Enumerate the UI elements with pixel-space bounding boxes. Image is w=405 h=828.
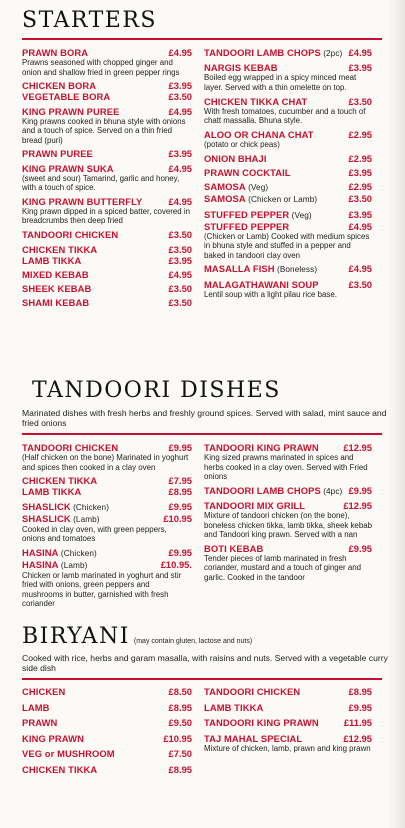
menu-item-price: £8.95 — [168, 763, 192, 775]
menu-item-title: LAMB — [22, 701, 50, 713]
menu-item — [204, 543, 372, 583]
menu-item-row — [22, 442, 192, 453]
menu-item-name — [22, 297, 89, 308]
menu-item-title: PRAWN PUREE — [22, 148, 93, 160]
menu-item-price: £9.95 — [168, 546, 192, 558]
menu-item-row — [22, 269, 192, 280]
menu-item-row — [204, 62, 372, 73]
menu-item — [22, 297, 192, 308]
menu-item-price: £3.50 — [168, 243, 192, 255]
menu-item — [22, 196, 192, 226]
menu-item-price: £9.95 — [348, 701, 372, 713]
menu-item-name — [22, 702, 49, 713]
menu-item — [22, 733, 192, 744]
menu-item-variant: (Boneless) — [274, 265, 318, 275]
tandoori-title: TANDOORI DISHES — [32, 378, 281, 403]
starters-rule — [22, 38, 382, 40]
menu-item-row — [204, 221, 372, 232]
menu-item-price: £4.95 — [168, 195, 192, 207]
menu-item-description: (potato or chick peas) — [204, 139, 280, 149]
menu-item-price: £3.95 — [348, 208, 372, 220]
menu-item-price: £10.95 — [163, 512, 192, 524]
menu-item-title: CHICKEN TIKKA — [22, 763, 98, 775]
menu-item-title: CHICKEN TIKKA — [22, 475, 98, 487]
menu-item — [22, 283, 192, 294]
menu-item-description: Prawns seasoned with chopped ginger and onion and shallow fried in green pepper rings — [22, 58, 180, 77]
menu-item-title: SHASLICK — [22, 500, 71, 512]
biryani-right-column — [204, 686, 372, 758]
menu-item — [204, 500, 372, 540]
menu-item-variant: (Veg) — [245, 183, 269, 193]
biryani-rule — [22, 678, 382, 680]
menu-item-row — [22, 764, 192, 775]
menu-item-row — [22, 486, 192, 497]
menu-item-title: KING PRAWN PUREE — [22, 105, 120, 117]
menu-item-price: £12.95 — [343, 732, 372, 744]
menu-item-title: HASINA — [22, 558, 59, 570]
menu-item-title: SAMOSA — [204, 193, 246, 205]
menu-item-name — [204, 47, 342, 59]
menu-item — [22, 702, 192, 713]
menu-item — [22, 269, 192, 280]
menu-item-name — [204, 442, 319, 453]
menu-item-name — [204, 263, 317, 275]
menu-item-row — [204, 193, 372, 205]
menu-item — [22, 442, 192, 472]
menu-item — [22, 501, 192, 513]
menu-item-name — [22, 163, 114, 174]
menu-item-price: £3.95 — [168, 254, 192, 266]
menu-item-title: TANDOORI LAMB CHOPS — [204, 484, 321, 496]
menu-item-price: £4.95 — [348, 47, 372, 58]
menu-item-title: CHICKEN — [22, 686, 66, 697]
menu-item-name — [22, 547, 97, 559]
menu-item — [204, 181, 372, 193]
menu-item-title: TANDOORI CHICKEN — [204, 686, 301, 697]
menu-item-row — [204, 485, 372, 497]
menu-item-name — [22, 229, 118, 240]
menu-item-price: £3.50 — [168, 91, 192, 103]
tandoori-right-column — [204, 442, 372, 586]
menu-item-title: SHEEK KEBAB — [22, 283, 92, 295]
menu-item-description: Tender pieces of lamb marinated in fresh coriander, mustard and a touch of ginger and garlic. Cooked in the tandoor — [204, 553, 362, 582]
menu-item — [204, 62, 372, 92]
menu-item-row — [204, 181, 372, 193]
menu-item — [22, 106, 192, 146]
menu-item-variant: (Lamb) — [70, 514, 100, 524]
tandoori-left-column — [22, 442, 192, 612]
menu-item-price: £11.95 — [343, 717, 372, 729]
menu-item-name — [22, 733, 84, 744]
menu-item-name — [22, 196, 142, 207]
menu-item — [22, 255, 192, 266]
menu-item-name — [22, 486, 81, 497]
menu-item-price: £7.95 — [168, 475, 192, 487]
menu-item — [204, 96, 372, 126]
menu-item-name — [22, 91, 110, 102]
menu-item-description: With fresh tomatoes, cucumber and a touch of chatt massalla. Bhuna style. — [204, 106, 366, 126]
menu-item-description: King prawn dipped in a spiced batter, covered in breadcrumbs then deep fried — [22, 206, 191, 226]
biryani-title: BIRYANI — [22, 624, 130, 649]
menu-item-title: TANDOORI CHICKEN — [22, 442, 119, 453]
starters-title: STARTERS — [22, 8, 157, 33]
menu-item-name — [204, 500, 305, 511]
menu-item-name — [22, 475, 97, 486]
menu-item-row — [22, 733, 192, 744]
menu-item — [204, 47, 372, 59]
menu-item-variant: (4pc) — [320, 486, 343, 496]
menu-item-name — [22, 717, 57, 728]
menu-item — [22, 686, 192, 697]
menu-item-description: Cooked in clay oven, with green peppers, onions and tomatoes — [22, 524, 167, 544]
menu-item — [204, 702, 372, 713]
menu-item-name — [22, 269, 89, 280]
menu-item-price: £8.95 — [348, 686, 372, 697]
menu-item-row — [22, 559, 192, 571]
menu-item-title: KING PRAWN SUKA — [22, 162, 114, 174]
menu-item-title: CHICKEN TIKKA — [22, 243, 98, 255]
menu-item — [204, 167, 372, 178]
menu-item-name — [204, 153, 267, 164]
menu-item-name — [204, 221, 289, 232]
menu-item-title: ONION BHAJI — [204, 152, 267, 164]
menu-item — [22, 513, 192, 544]
menu-item-price: £9.50 — [168, 717, 192, 729]
menu-item-price: £3.95 — [348, 166, 372, 178]
starters-right-column — [204, 47, 372, 302]
menu-item-title: PRAWN COCKTAIL — [204, 166, 291, 178]
menu-item-row — [204, 96, 372, 107]
menu-item-name — [204, 702, 263, 713]
menu-item-name — [22, 255, 81, 266]
menu-item-name — [204, 167, 291, 178]
menu-item-name — [204, 686, 300, 697]
menu-item — [22, 475, 192, 486]
menu-item-row — [22, 717, 192, 728]
menu-item-variant: (Chicken) — [70, 502, 110, 512]
menu-item-title: LAMB TIKKA — [22, 486, 82, 498]
menu-item-row — [22, 475, 192, 486]
menu-item-name — [22, 764, 97, 775]
menu-item-name — [22, 513, 100, 525]
menu-item-row — [22, 501, 192, 513]
menu-item-title: CHICKEN BORA — [22, 80, 97, 92]
menu-item-title: TANDOORI CHICKEN — [22, 229, 119, 241]
menu-item-row — [22, 163, 192, 174]
menu-item-title: NARGIS KEBAB — [204, 62, 278, 74]
menu-item-price: £9.95 — [348, 542, 372, 554]
menu-item-name — [204, 62, 278, 73]
menu-item — [204, 733, 372, 754]
menu-item — [22, 486, 192, 497]
menu-item — [22, 91, 192, 102]
menu-item-row — [22, 283, 192, 294]
menu-item-name — [22, 47, 88, 58]
starters-left-column — [22, 47, 192, 312]
menu-item-row — [204, 733, 372, 744]
menu-item — [22, 244, 192, 255]
menu-item-row — [204, 500, 372, 511]
menu-item-row — [22, 513, 192, 525]
menu-item-title: ALOO OR CHANA CHAT — [204, 128, 314, 140]
menu-item-title: PRAWN BORA — [22, 47, 89, 58]
menu-item-variant: (Lamb) — [58, 560, 88, 570]
menu-item-row — [22, 80, 192, 91]
menu-item-row — [22, 229, 192, 240]
menu-item-price: £4.95 — [168, 105, 192, 117]
menu-item — [22, 717, 192, 728]
menu-item-price: £10.95 — [163, 732, 192, 744]
menu-item — [22, 547, 192, 559]
menu-item — [22, 47, 192, 77]
menu-item — [204, 153, 372, 164]
menu-item-price: £3.50 — [348, 193, 372, 205]
menu-item-row — [22, 748, 192, 759]
menu-item-name — [204, 181, 268, 193]
menu-item-price: £3.50 — [168, 229, 192, 241]
menu-item-row — [22, 196, 192, 207]
menu-item-name — [22, 686, 65, 697]
menu-item-name — [204, 279, 319, 290]
menu-item-price: £3.95 — [168, 148, 192, 160]
menu-item-title: SHAMI KEBAB — [22, 297, 90, 309]
menu-item-name — [204, 543, 263, 554]
menu-item-price: £3.50 — [348, 278, 372, 290]
menu-item-name — [22, 80, 96, 91]
menu-item-price: £8.50 — [168, 686, 192, 697]
menu-item-description: (Chicken or Lamb) Cooked with medium spices in bhuna style and stuffed in a pepper and baked in tandoori clay oven — [204, 231, 370, 260]
menu-item — [204, 279, 372, 300]
menu-item-title: SAMOSA — [204, 181, 246, 193]
menu-item — [204, 129, 372, 150]
menu-item-row — [22, 148, 192, 159]
biryani-note: (may contain gluten, lactose and nuts) — [133, 638, 253, 645]
menu-item-description: Lentil soup with a light pilau rice base. — [204, 289, 337, 299]
menu-item-price: £3.50 — [168, 283, 192, 295]
menu-item-price: £4.95 — [168, 162, 192, 174]
menu-item-variant: (Chicken or Lamb) — [245, 195, 318, 205]
menu-item-title: MASALLA FISH — [204, 263, 275, 275]
menu-item-title: VEG or MUSHROOM — [22, 748, 115, 760]
menu-item-description: King sized prawns marinated in spices and herbs cooked in a clay oven. Served with Fried onions — [204, 453, 368, 481]
menu-item-row — [22, 244, 192, 255]
menu-item-row — [22, 255, 192, 266]
menu-item-variant: (Chicken) — [58, 548, 97, 558]
menu-item-price: £12.95 — [343, 442, 372, 453]
menu-item-title: CHICKEN TIKKA CHAT — [204, 95, 308, 107]
menu-item-row — [204, 209, 372, 221]
menu-item-row — [204, 153, 372, 164]
menu-item-description: King prawns cooked in bhuna style with onions and a touch of spice. Served on a thin fried bread (puri) — [22, 116, 186, 145]
menu-item-price: £9.95 — [168, 500, 192, 512]
biryani-left-column — [22, 686, 192, 780]
menu-item-title: SHASLICK — [22, 512, 71, 524]
menu-item-price: £12.95 — [343, 500, 372, 512]
menu-item-price: £3.50 — [348, 95, 372, 107]
menu-item-price: £2.95 — [348, 181, 372, 193]
menu-item-price: £4.95 — [348, 263, 372, 275]
menu-item-price: £3.50 — [168, 297, 192, 309]
menu-item-row — [204, 129, 372, 140]
menu-item-price: £4.95 — [168, 268, 192, 280]
menu-item-name — [22, 442, 118, 453]
menu-item-price: £8.95 — [168, 486, 192, 498]
menu-item — [204, 442, 372, 482]
menu-item — [204, 717, 372, 728]
menu-item-row — [22, 702, 192, 713]
menu-item-title: TANDOORI MIX GRILL — [204, 500, 306, 512]
menu-item-price: £10.95. — [160, 558, 192, 570]
biryani-intro: Cooked with rice, herbs and garam masalla, with raisins and nuts. Served with a vegetable curry side dish — [22, 653, 388, 673]
menu-item-row — [22, 91, 192, 102]
menu-item-variant: (Veg) — [289, 210, 312, 220]
menu-item-name — [22, 501, 109, 513]
menu-item-name — [204, 193, 317, 205]
menu-item-title: LAMB TIKKA — [204, 701, 264, 713]
menu-item-row — [204, 279, 372, 290]
menu-item — [22, 764, 192, 775]
menu-item-title: HASINA — [22, 546, 59, 558]
menu-item-description: Chicken or lamb marinated in yoghurt and stir fried with onions, green peppers and mushrooms in butter, garnished with fresh coriander — [22, 570, 182, 609]
menu-item-price: £4.95 — [168, 47, 192, 58]
menu-item-price: £8.95 — [168, 701, 192, 713]
menu-item-title: KING PRAWN — [22, 732, 84, 744]
menu-item-row — [204, 717, 372, 728]
menu-item-price: £9.95 — [168, 442, 192, 453]
menu-item-name — [22, 148, 93, 159]
menu-item-row — [22, 47, 192, 58]
menu-item-name — [204, 129, 314, 140]
menu-item — [22, 163, 192, 193]
menu-item-name — [22, 283, 91, 294]
menu-item-title: MIXED KEBAB — [22, 268, 89, 280]
menu-item-price: £4.95 — [348, 220, 372, 232]
menu-item-title: TANDOORI LAMB CHOPS — [204, 47, 321, 58]
menu-item-title: STUFFED PEPPER — [204, 220, 290, 232]
menu-item — [204, 193, 372, 205]
menu-item — [204, 686, 372, 697]
biryani-heading — [22, 624, 252, 649]
menu-item-row — [22, 106, 192, 117]
menu-item-title: BOTI KEBAB — [204, 542, 264, 554]
menu-item-description: Mixture of chicken, lamb, prawn and king prawn — [204, 743, 371, 753]
tandoori-rule — [22, 433, 382, 435]
menu-item-variant: (2pc) — [320, 49, 343, 58]
menu-item — [22, 148, 192, 159]
menu-item-description: (Half chicken on the bone) Marinated in yoghurt and spices then cooked in a clay oven — [22, 453, 189, 472]
menu-item — [204, 209, 372, 221]
menu-item-row — [204, 167, 372, 178]
menu-item-name — [204, 733, 302, 744]
menu-item — [204, 263, 372, 275]
menu-item-title: MALAGATHAWANI SOUP — [204, 278, 319, 290]
menu-item-row — [204, 263, 372, 275]
menu-item-name — [22, 106, 119, 117]
menu-item-name — [204, 209, 312, 221]
menu-item-price: £2.95 — [348, 128, 372, 140]
menu-item-title: STUFFED PEPPER — [204, 208, 290, 220]
menu-item-title: VEGETABLE BORA — [22, 91, 111, 103]
menu-item-name — [22, 244, 97, 255]
menu-item-row — [204, 686, 372, 697]
menu-item-title: PRAWN — [22, 717, 58, 729]
menu-item — [204, 485, 372, 497]
menu-item — [22, 748, 192, 759]
menu-item — [22, 229, 192, 240]
menu-item — [22, 559, 192, 609]
menu-item-name — [22, 748, 115, 759]
menu-item-row — [204, 442, 372, 453]
menu-item-row — [22, 547, 192, 559]
menu-item-row — [22, 686, 192, 697]
menu-item-description: Mixture of tandoori chicken (on the bone), boneless chicken tikka, lamb tikka, sheek kebab and Tandoori king prawn. Served with a nan — [204, 511, 372, 540]
menu-item-row — [204, 543, 372, 554]
menu-item-description: (sweet and sour) Tamarind, garlic and honey, with a touch of spice. — [22, 173, 180, 193]
tandoori-intro: Marinated dishes with fresh herbs and freshly ground spices. Served with salad, mint sauce and fried onions — [22, 408, 387, 428]
menu-item-price: £3.95 — [348, 62, 372, 74]
menu-item-title: LAMB TIKKA — [22, 254, 82, 266]
menu-item-price: £9.95 — [348, 484, 372, 496]
menu-item-row — [22, 297, 192, 308]
menu-item-title: TANDOORI KING PRAWN — [204, 442, 319, 453]
menu-item-title: TANDOORI KING PRAWN — [204, 717, 319, 729]
menu-item-price: £2.95 — [348, 152, 372, 164]
menu-item-title: KING PRAWN BUTTERFLY — [22, 195, 143, 207]
menu-item — [204, 221, 372, 261]
menu-item-name — [22, 559, 87, 571]
menu-item-name — [204, 717, 319, 728]
menu-item-title: TAJ MAHAL SPECIAL — [204, 732, 303, 744]
menu-item-price: £7.50 — [168, 748, 192, 760]
menu-item-name — [204, 96, 307, 107]
menu-item-row — [204, 702, 372, 713]
menu-item-description: Boiled egg wrapped in a spicy minced meat layer. Served with a thin omelette on top. — [204, 73, 357, 92]
menu-item-row — [204, 47, 372, 59]
menu-item-name — [204, 485, 342, 497]
menu-item — [22, 80, 192, 91]
menu-item-price: £3.95 — [168, 80, 192, 92]
